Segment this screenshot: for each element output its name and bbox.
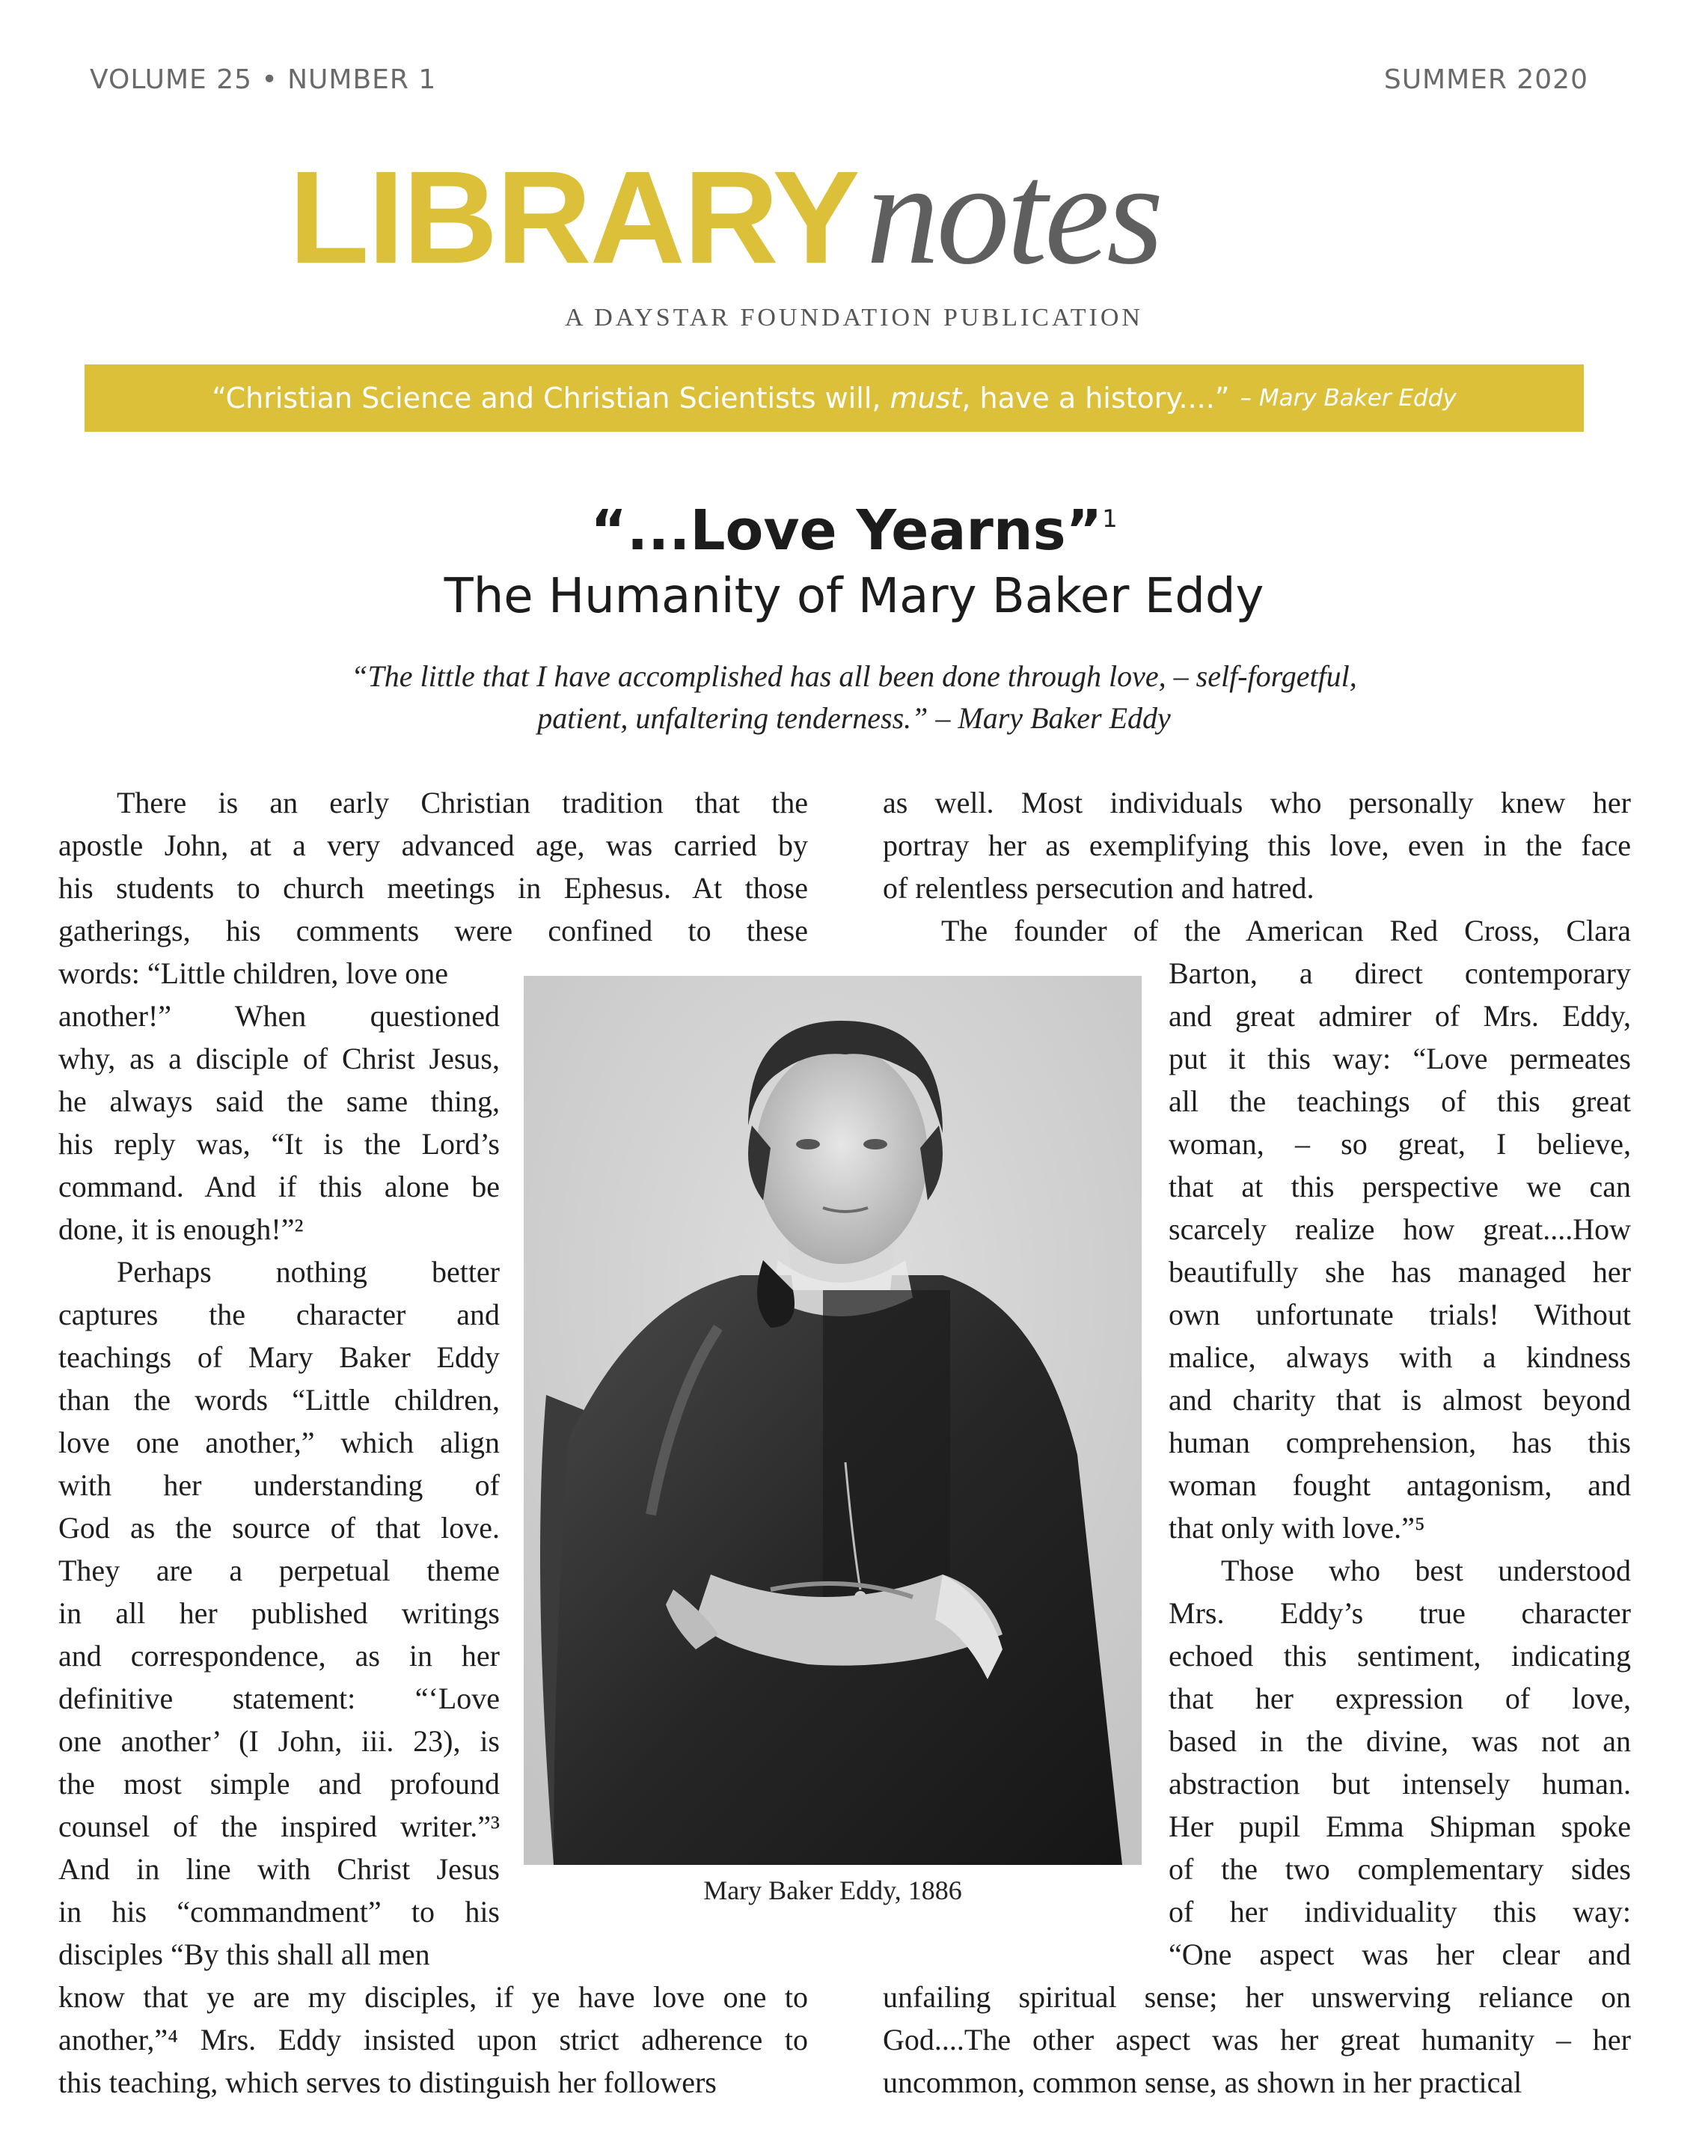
right-column-line: woman, – so great, I believe, (1169, 1127, 1631, 1161)
portrait-photo-graphic (524, 976, 1142, 1865)
left-column-line: Perhaps nothing better (117, 1255, 500, 1289)
right-column-line: that at this perspective we can (1169, 1170, 1631, 1203)
left-column-line: why, as a disciple of Christ Jesus, (58, 1042, 500, 1075)
right-column-line: malice, always with a kindness (1169, 1340, 1631, 1374)
article-title-text: “...Love Yearns” (590, 498, 1103, 563)
left-column-line: this teaching, which serves to distinguish her followers (58, 2065, 717, 2099)
right-column-line: The founder of the American Red Cross, Clara (941, 914, 1631, 947)
portrait-photo (524, 976, 1142, 1865)
quote-banner (85, 364, 1584, 432)
left-column-line: than the words “Little children, (58, 1383, 500, 1417)
banner-quote-emphasis: must (890, 382, 962, 415)
banner-attribution: – Mary Baker Eddy (1240, 385, 1457, 412)
left-column-line: done, it is enough!”² (58, 1212, 304, 1246)
banner-quote-part: , have a history....” (961, 382, 1230, 415)
right-column-line: as well. Most individuals who personally knew her (883, 786, 1631, 819)
right-column-line: of her individuality this way: (1169, 1895, 1631, 1929)
right-column-line: Those who best understood (1221, 1554, 1631, 1587)
epigraph-line: “The little that I have accomplished has all been done through love, – self-forgetful, (351, 659, 1357, 693)
left-column-line: in his “commandment” to his (58, 1895, 500, 1929)
left-column-line: one another’ (I John, iii. 23), is (58, 1724, 500, 1758)
left-column-line: There is an early Christian tradition that the (117, 786, 808, 819)
left-column-line: love one another,” which align (58, 1426, 500, 1459)
left-column-line: captures the character and (58, 1298, 500, 1331)
right-column-line: scarcely realize how great....How (1169, 1212, 1631, 1246)
banner-quote-part: “Christian Science and Christian Scientists will, (212, 382, 890, 415)
left-column-line: definitive statement: “‘Love (58, 1682, 500, 1715)
left-column-line: he always said the same thing, (58, 1084, 500, 1118)
left-column-line: God as the source of that love. (58, 1511, 500, 1545)
right-column-line: portray her as exemplifying this love, even in the face (883, 828, 1631, 862)
right-column-line: of the two complementary sides (1169, 1852, 1631, 1886)
right-column-line: and charity that is almost beyond (1169, 1383, 1631, 1417)
right-column-line: “One aspect was her clear and (1169, 1937, 1631, 1971)
right-column-line: uncommon, common sense, as shown in her practical (883, 2065, 1522, 2099)
left-column-line: and correspondence, as in her (58, 1639, 500, 1673)
right-column-line: that only with love.”⁵ (1169, 1511, 1425, 1545)
photo-caption: Mary Baker Eddy, 1886 (703, 1875, 962, 1905)
left-column-line: teachings of Mary Baker Eddy (58, 1340, 500, 1374)
right-column-line: based in the divine, was not an (1169, 1724, 1631, 1758)
masthead-logo (289, 132, 1161, 295)
right-column-line: that her expression of love, (1169, 1682, 1631, 1715)
left-column-line: apostle John, at a very advanced age, was carried by (58, 828, 808, 862)
right-column-line: beautifully she has managed her (1169, 1255, 1631, 1289)
left-column-line: And in line with Christ Jesus (58, 1852, 500, 1886)
right-column-line: unfailing spiritual sense; her unswerving reliance on (883, 1980, 1631, 2014)
left-column-line: know that ye are my disciples, if ye have love one to (58, 1980, 808, 2014)
right-column-line: Barton, a direct contemporary (1169, 956, 1631, 990)
publisher-line: A DAYSTAR FOUNDATION PUBLICATION (565, 304, 1143, 332)
left-column-line: words: “Little children, love one (58, 956, 448, 990)
left-column-line: counsel of the inspired writer.”³ (58, 1810, 500, 1843)
left-column-line: his reply was, “It is the Lord’s (58, 1127, 500, 1161)
left-column-line: They are a perpetual theme (58, 1554, 500, 1587)
footnote-marker: 1 (1102, 504, 1118, 533)
right-column-line: Mrs. Eddy’s true character (1169, 1596, 1631, 1630)
article-subtitle: The Humanity of Mary Baker Eddy (444, 569, 1264, 624)
right-column-line: echoed this sentiment, indicating (1169, 1639, 1631, 1673)
right-column-line: own unfortunate trials! Without (1169, 1298, 1631, 1331)
volume-number: VOLUME 25 • NUMBER 1 (90, 64, 437, 95)
right-column-line: Her pupil Emma Shipman spoke (1169, 1810, 1631, 1843)
right-column-line: of relentless persecution and hatred. (883, 871, 1314, 905)
left-column-line: his students to church meetings in Ephesus. At those (58, 871, 808, 905)
left-column-line: another!” When questioned (58, 999, 500, 1033)
right-column-line: woman fought antagonism, and (1169, 1468, 1631, 1502)
right-column-line: put it this way: “Love permeates (1169, 1042, 1631, 1075)
right-column-line: all the teachings of this great (1169, 1084, 1631, 1118)
left-column-line: in all her published writings (58, 1596, 500, 1630)
left-column-line: another,”⁴ Mrs. Eddy insisted upon strict adherence to (58, 2023, 808, 2056)
banner-quote (212, 382, 1229, 415)
left-column-line: the most simple and profound (58, 1767, 500, 1801)
left-column-line: command. And if this alone be (58, 1170, 500, 1203)
right-column-line: God....The other aspect was her great humanity – her (883, 2023, 1631, 2056)
left-column-line: disciples “By this shall all men (58, 1937, 430, 1971)
issue-season: SUMMER 2020 (1383, 64, 1588, 95)
right-column-line: abstraction but intensely human. (1169, 1767, 1631, 1801)
left-column-line: gatherings, his comments were confined to these (58, 914, 808, 947)
article-title (0, 498, 1708, 563)
logo-notes-text: notes (866, 132, 1161, 295)
epigraph-line: patient, unfaltering tenderness.” – Mary Baker Eddy (537, 701, 1171, 735)
right-column-line: and great admirer of Mrs. Eddy, (1169, 999, 1631, 1033)
logo-library-text: LIBRARY (289, 144, 859, 291)
left-column-line: with her understanding of (58, 1468, 500, 1502)
right-column-line: human comprehension, has this (1169, 1426, 1631, 1459)
